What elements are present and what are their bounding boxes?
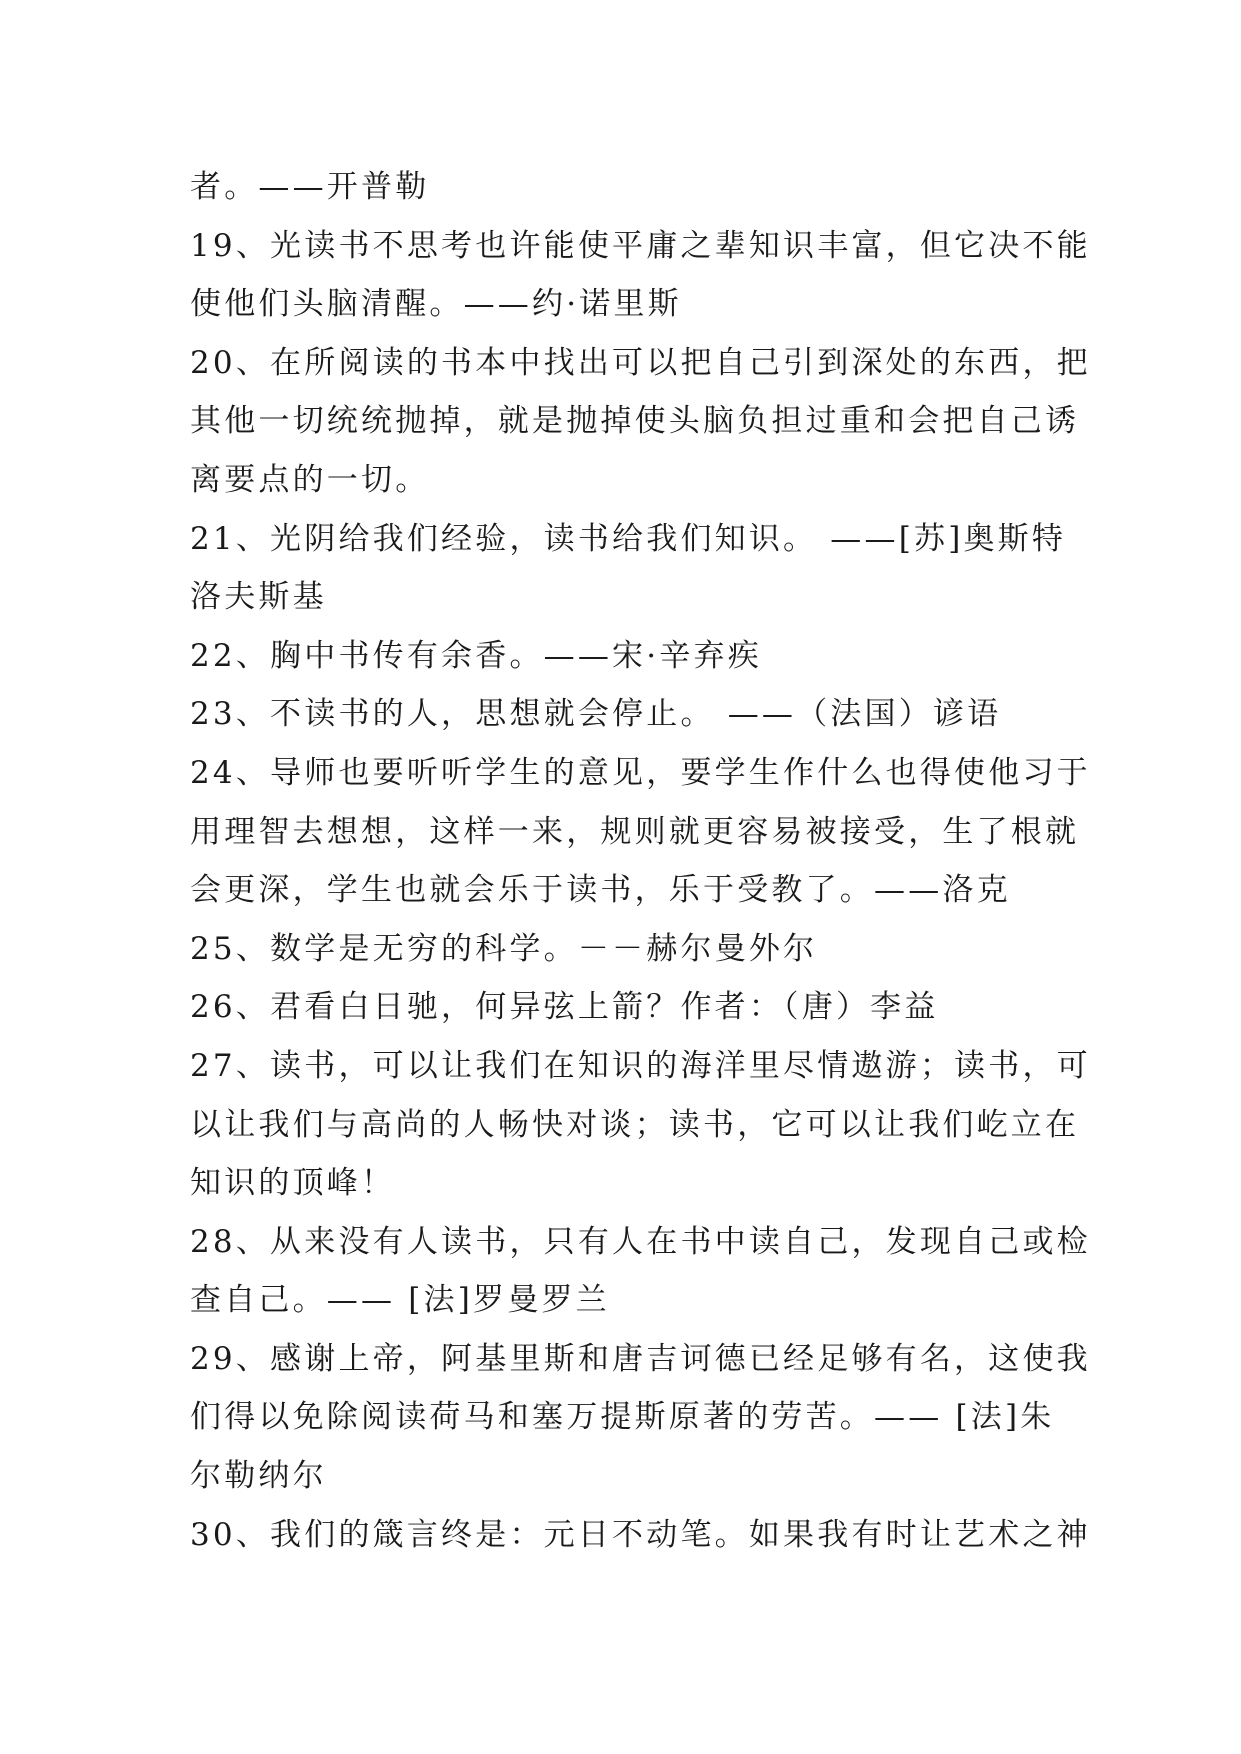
text-line: 知识的顶峰！	[190, 1165, 396, 1202]
text-line: 22、胸中书传有余香。——宋·辛弃疾	[190, 637, 762, 674]
text-line: 27、读书，可以让我们在知识的海洋里尽情遨游；读书，可	[190, 1047, 1091, 1084]
text-line: 者。——开普勒	[190, 169, 430, 205]
text-line: 28、从来没有人读书，只有人在书中读自己，发现自己或检	[190, 1223, 1091, 1260]
document-body	[190, 158, 1091, 1564]
text-line: 23、不读书的人，思想就会停止。 ——（法国）谚语	[190, 696, 1002, 733]
text-line: 们得以免除阅读荷马和塞万提斯原著的劳苦。—— [法]朱	[190, 1399, 1055, 1436]
text-line: 20、在所阅读的书本中找出可以把自己引到深处的东西，把	[190, 344, 1091, 381]
text-line: 以让我们与高尚的人畅快对谈；读书，它可以让我们屹立在	[190, 1106, 1080, 1143]
text-line: 查自己。—— [法]罗曼罗兰	[190, 1282, 610, 1319]
text-line: 29、感谢上帝，阿基里斯和唐吉诃德已经足够有名，这使我	[190, 1340, 1091, 1377]
text-line: 24、导师也要听听学生的意见，要学生作什么也得使他习于	[190, 754, 1091, 791]
text-line: 使他们头脑清醒。——约·诺里斯	[190, 286, 682, 323]
text-line: 21、光阴给我们经验，读书给我们知识。 ——[苏]奥斯特	[190, 520, 1067, 557]
text-line: 25、数学是无穷的科学。－－赫尔曼外尔	[190, 930, 818, 967]
text-line: 会更深，学生也就会乐于读书，乐于受教了。——洛克	[190, 872, 1011, 909]
text-line: 19、光读书不思考也许能使平庸之辈知识丰富，但它决不能	[190, 227, 1091, 264]
text-line: 用理智去想想，这样一来，规则就更容易被接受，生了根就	[190, 813, 1080, 850]
text-line: 其他一切统统抛掉，就是抛掉使头脑负担过重和会把自己诱	[190, 403, 1080, 440]
text-line: 洛夫斯基	[190, 579, 327, 616]
text-line: 离要点的一切。	[190, 461, 430, 498]
text-line: 26、君看白日驰，何异弦上箭？作者：（唐）李益	[190, 989, 939, 1026]
text-line: 30、我们的箴言终是：元日不动笔。如果我有时让艺术之神	[190, 1516, 1091, 1553]
text-line: 尔勒纳尔	[190, 1458, 327, 1495]
